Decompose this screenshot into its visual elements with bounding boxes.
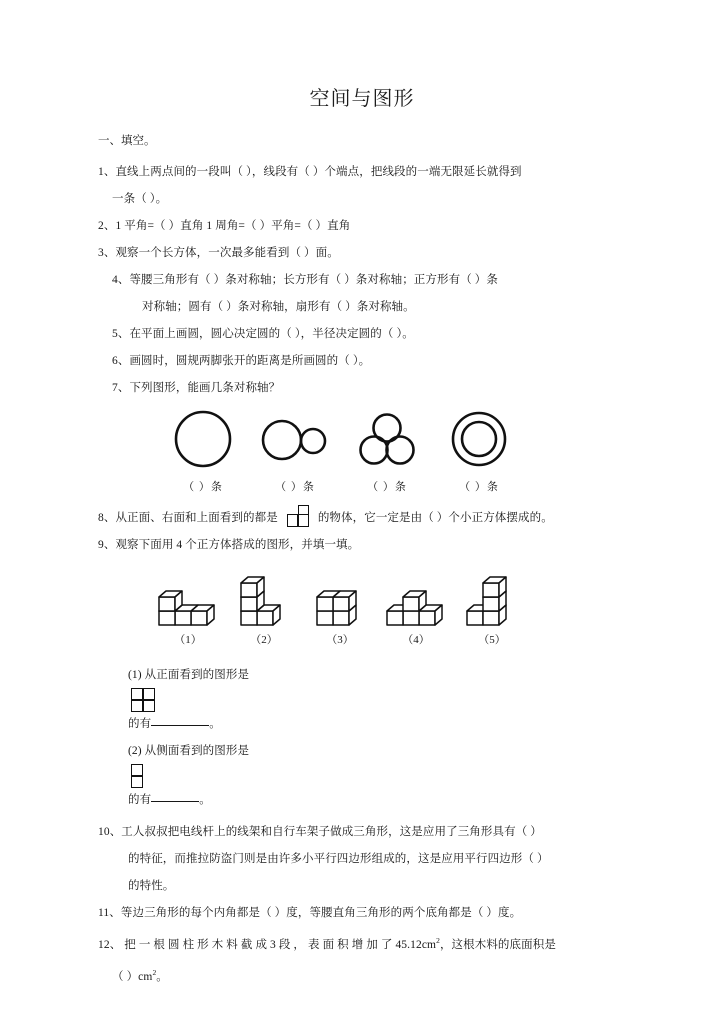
question-3: 3、观察一个长方体，一次最多能看到（ ）面。 bbox=[98, 247, 339, 259]
question-9-sub-1-suffix: 的有 bbox=[128, 718, 152, 730]
question-12-line-2-end: 。 bbox=[156, 970, 168, 983]
figure-two-tangent-circles bbox=[250, 408, 340, 470]
question-10-line-2: 的特征，而推拉防盗门则是由许多小平行四边形组成的，这是应用平行四边形（ ） bbox=[128, 853, 549, 865]
question-10-line-3: 的特性。 bbox=[128, 880, 175, 892]
question-9-sub-2 bbox=[98, 738, 626, 814]
question-9-prompt: 9、观察下面用 4 个正方体搭成的图形，并填一填。 bbox=[98, 539, 360, 551]
question-12-text-mid: ，这根木料的底面积是 bbox=[439, 938, 556, 951]
side-view-grid-icon bbox=[132, 765, 622, 787]
worksheet-body bbox=[98, 128, 626, 991]
question-7-prompt: 7、下列图形，能画几条对称轴？ bbox=[112, 382, 281, 394]
question-10-line-1: 10、工人叔叔把电线杆上的线架和自行车架子做成三角形，这是应用了三角形具有（ ） bbox=[98, 826, 542, 838]
question-7-blank-4[interactable]: （ ）条 bbox=[459, 481, 499, 493]
question-12-answer-blank[interactable]: （ ）cm bbox=[112, 970, 153, 983]
question-9-figure-row bbox=[98, 567, 626, 629]
question-1-line-2: 一条（ ）。 bbox=[112, 193, 168, 205]
question-12-text-pre: 12、 把 一 根 圆 柱 形 木 料 截 成 3 段 ， 表 面 积 增 加 了 45.12cm bbox=[98, 938, 437, 951]
question-7-figure-row bbox=[98, 408, 626, 478]
figure-concentric-circles bbox=[434, 408, 524, 470]
question-8-text-part-1: 8、从正面、右面和上面看到的都是 bbox=[98, 512, 278, 524]
figure-single-circle bbox=[158, 408, 248, 470]
question-9-sub-1-answer-blank[interactable] bbox=[151, 725, 209, 726]
question-2: 2、1 平角=（ ）直角 1 周角=（ ）平角=（ ）直角 bbox=[98, 220, 351, 232]
question-9-sub-2-end: 。 bbox=[199, 794, 211, 806]
figure-three-tangent-circles bbox=[342, 408, 432, 470]
question-9-sub-1-prefix: (1) 从正面看到的图形是 bbox=[128, 669, 250, 681]
front-view-grid-icon bbox=[132, 689, 622, 711]
question-12-superscript-2: 2 bbox=[152, 967, 157, 977]
cube-figure-2 bbox=[226, 567, 302, 629]
question-7-blank-1[interactable]: （ ）条 bbox=[183, 481, 223, 493]
section-heading-fill-in-blanks: 一、填空。 bbox=[98, 135, 156, 147]
cube-figure-label-4: （4） bbox=[402, 634, 430, 646]
question-11: 11、等边三角形的每个内角都是（ ）度，等腰直角三角形的两个底角都是（ ）度。 bbox=[98, 907, 522, 919]
cube-figure-3 bbox=[302, 573, 378, 629]
cube-figure-label-5: （5） bbox=[478, 634, 506, 646]
question-12-line-2 bbox=[98, 959, 626, 991]
cube-figure-5 bbox=[454, 567, 530, 629]
question-8 bbox=[98, 505, 626, 532]
question-5: 5、在平面上画圆，圆心决定圆的（ ），半径决定圆的（ ）。 bbox=[112, 328, 414, 340]
cube-figure-label-1: （1） bbox=[174, 634, 202, 646]
cube-figure-1 bbox=[150, 577, 226, 629]
question-8-text-part-2: 的物体，它一定是由（ ）个小正方体摆成的。 bbox=[317, 512, 553, 524]
question-12-superscript-1: 2 bbox=[436, 936, 440, 945]
question-9-sub-1 bbox=[98, 662, 626, 738]
question-9-sub-2-prefix: (2) 从侧面看到的图形是 bbox=[128, 745, 250, 757]
question-7-blank-3[interactable]: （ ）条 bbox=[367, 481, 407, 493]
question-9-sub-2-suffix: 的有 bbox=[128, 794, 152, 806]
question-12-line-1 bbox=[98, 927, 626, 959]
question-7-blank-row bbox=[98, 478, 626, 500]
question-6: 6、画圆时，圆规两脚张开的距离是所画圆的（ ）。 bbox=[112, 355, 371, 367]
page-title: 空间与图形 bbox=[309, 88, 415, 110]
tee-shape-icon bbox=[286, 505, 310, 528]
question-9-sub-2-answer-blank[interactable] bbox=[151, 801, 199, 802]
question-7-blank-2[interactable]: （ ）条 bbox=[275, 481, 315, 493]
cube-figure-label-2: （2） bbox=[250, 634, 278, 646]
question-4-line-1: 4、等腰三角形有（ ）条对称轴；长方形有（ ）条对称轴；正方形有（ ）条 bbox=[112, 274, 498, 286]
question-9-sub-1-end: 。 bbox=[209, 718, 221, 730]
question-1-line-1: 1、直线上两点间的一段叫（ ），线段有（ ）个端点，把线段的一端无限延长就得到 bbox=[98, 166, 522, 178]
cube-figure-label-3: （3） bbox=[326, 634, 354, 646]
cube-figure-4 bbox=[378, 577, 454, 629]
question-9-figure-labels bbox=[98, 631, 626, 653]
question-4-line-2: 对称轴；圆有（ ）条对称轴，扇形有（ ）条对称轴。 bbox=[142, 301, 415, 313]
